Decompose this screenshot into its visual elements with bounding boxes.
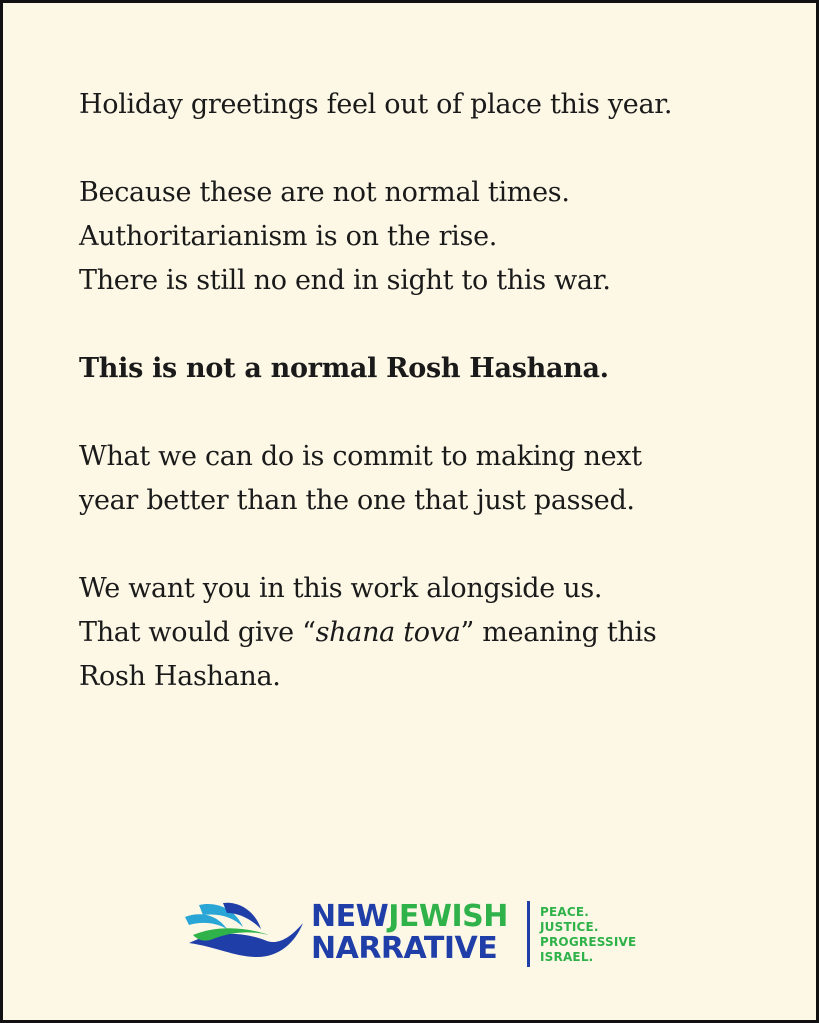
paragraph-emphasis [79, 347, 779, 391]
text-run: ” meaning this [460, 617, 657, 648]
wordmark-narrative: NARRATIVE [311, 931, 498, 966]
text-run: That would give “ [79, 617, 316, 648]
text-line: year better than the one that just passed. [79, 485, 635, 516]
text-line: Holiday greetings feel out of place this year. [79, 89, 673, 120]
paragraph-invitation [79, 567, 779, 699]
paragraph-commitment [79, 435, 779, 523]
tagline-line: PEACE. [540, 905, 590, 919]
text-line: Authoritarianism is on the rise. [79, 221, 498, 252]
text-line [79, 611, 779, 655]
wordmark-line [311, 901, 508, 933]
text-line: What we can do is commit to making next [79, 441, 642, 472]
wordmark-new: NEW [311, 899, 389, 934]
text-line: This is not a normal Rosh Hashana. [79, 353, 609, 384]
tagline-line: PROGRESSIVE [540, 935, 637, 949]
dove-wave-icon [183, 901, 305, 961]
brand-logo [183, 899, 653, 971]
message-body [79, 83, 779, 743]
brand-tagline [540, 905, 636, 965]
text-line: Rosh Hashana. [79, 661, 281, 692]
text-line: Because these are not normal times. [79, 177, 570, 208]
text-line: There is still no end in sight to this war. [79, 265, 611, 296]
wordmark-jewish: JEWISH [388, 899, 508, 934]
logo-divider [527, 901, 530, 967]
paragraph-greeting [79, 83, 779, 127]
paragraph-reasons [79, 171, 779, 303]
italic-phrase: shana tova [315, 617, 461, 648]
text-line: We want you in this work alongside us. [79, 573, 603, 604]
tagline-line: ISRAEL. [540, 950, 594, 964]
tagline-line: JUSTICE. [540, 920, 599, 934]
brand-wordmark [311, 901, 508, 965]
